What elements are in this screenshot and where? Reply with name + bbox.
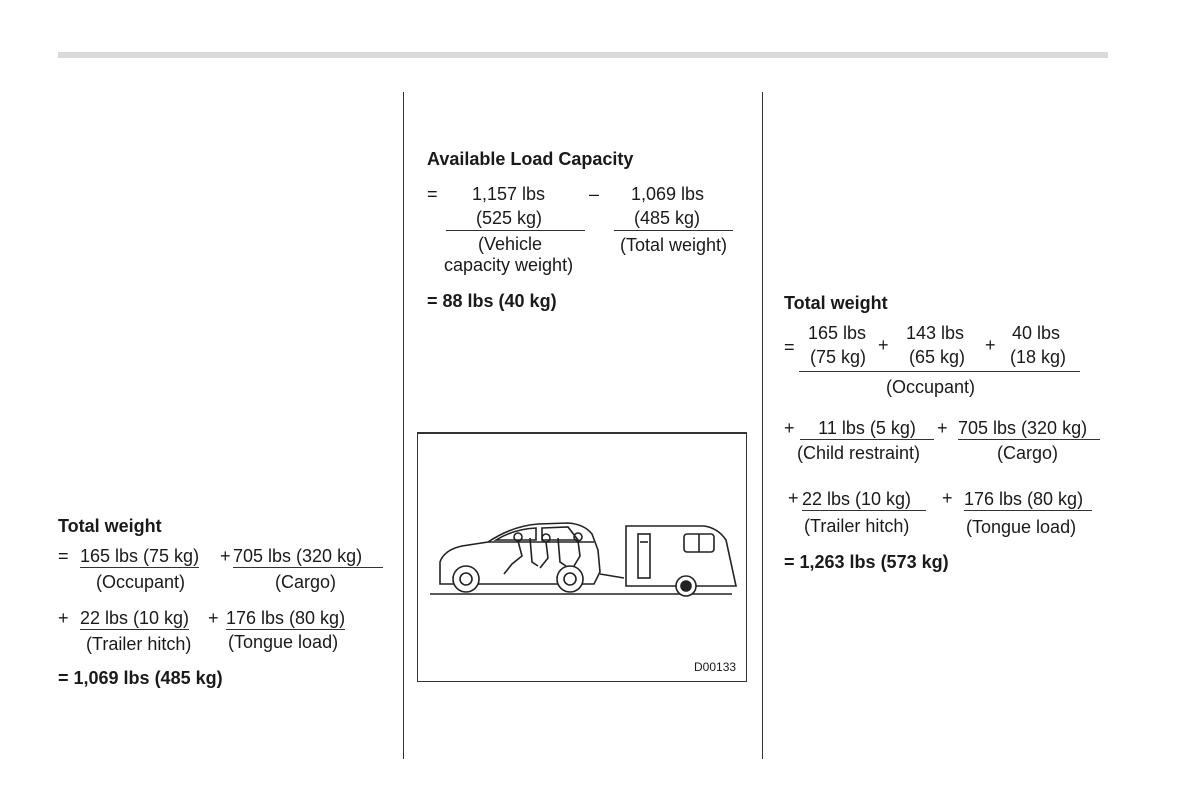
right-occupant2-lbs: 143 lbs <box>906 323 965 343</box>
left-cargo-label: (Cargo) <box>275 572 337 592</box>
right-plus-a: + <box>878 335 889 355</box>
middle-total-label: (Total weight) <box>620 235 728 255</box>
middle-total-fraction-line <box>614 230 733 231</box>
middle-total-lbs: 1,069 lbs <box>631 184 705 204</box>
left-occupant-value: 165 lbs (75 kg) <box>80 546 200 566</box>
right-plus-d: + <box>937 418 948 438</box>
right-cargo-value: 705 lbs (320 kg) <box>958 417 1100 440</box>
right-occupant1-kg: (75 kg) <box>810 347 867 367</box>
middle-capacity-fraction-line <box>446 230 585 231</box>
middle-capacity-label-2: capacity weight) <box>444 255 574 275</box>
right-occupant2-kg: (65 kg) <box>909 347 966 367</box>
right-tongue-label: (Tongue load) <box>966 517 1077 537</box>
right-occupant3-kg: (18 kg) <box>1010 347 1067 367</box>
right-child-value: 11 lbs (5 kg) <box>800 417 934 440</box>
middle-capacity-kg: (525 kg) <box>476 208 543 228</box>
left-tongue-value: 176 lbs (80 kg) <box>226 608 346 628</box>
column-divider-right <box>762 92 763 759</box>
right-plus-f: + <box>942 488 953 508</box>
right-occupant3-lbs: 40 lbs <box>1012 323 1061 343</box>
left-plus-2: + <box>58 608 69 628</box>
left-heading: Total weight <box>58 516 162 536</box>
right-child-label: (Child restraint) <box>797 443 921 463</box>
right-equals: = <box>784 337 795 357</box>
figure-code: D00133 <box>694 660 737 674</box>
right-hitch-value: 22 lbs (10 kg) <box>802 488 926 511</box>
middle-equals: = <box>427 184 438 204</box>
right-plus-b: + <box>985 335 996 355</box>
right-heading: Total weight <box>784 293 888 313</box>
car-towing-trailer-illustration <box>418 434 746 680</box>
left-equals: = <box>58 546 69 566</box>
column-divider-left <box>403 92 404 759</box>
right-occupant-fraction-line <box>799 371 1080 372</box>
right-plus-e: + <box>788 488 799 508</box>
middle-capacity-label-1: (Vehicle <box>478 234 543 254</box>
left-plus-3: + <box>208 608 219 628</box>
left-occupant-label: (Occupant) <box>96 572 186 592</box>
right-plus-c: + <box>784 418 795 438</box>
right-cargo-label: (Cargo) <box>997 443 1059 463</box>
left-result: = 1,069 lbs (485 kg) <box>58 668 223 688</box>
right-occupant1-lbs: 165 lbs <box>808 323 867 343</box>
left-plus-1: + <box>220 546 231 566</box>
middle-capacity-lbs: 1,157 lbs <box>472 184 546 204</box>
middle-heading: Available Load Capacity <box>427 149 634 169</box>
right-tongue-value: 176 lbs (80 kg) <box>964 488 1092 511</box>
right-result: = 1,263 lbs (573 kg) <box>784 552 949 572</box>
middle-total-kg: (485 kg) <box>634 208 701 228</box>
right-occupant-label: (Occupant) <box>886 377 976 397</box>
left-tongue-label: (Tongue load) <box>228 632 339 652</box>
left-hitch-value: 22 lbs (10 kg) <box>80 608 190 628</box>
left-hitch-label: (Trailer hitch) <box>86 634 192 654</box>
middle-result: = 88 lbs (40 kg) <box>427 291 557 311</box>
right-hitch-label: (Trailer hitch) <box>804 516 910 536</box>
middle-minus: – <box>589 184 600 204</box>
header-rule <box>58 52 1108 58</box>
left-cargo-value: 705 lbs (320 kg) <box>233 545 383 568</box>
